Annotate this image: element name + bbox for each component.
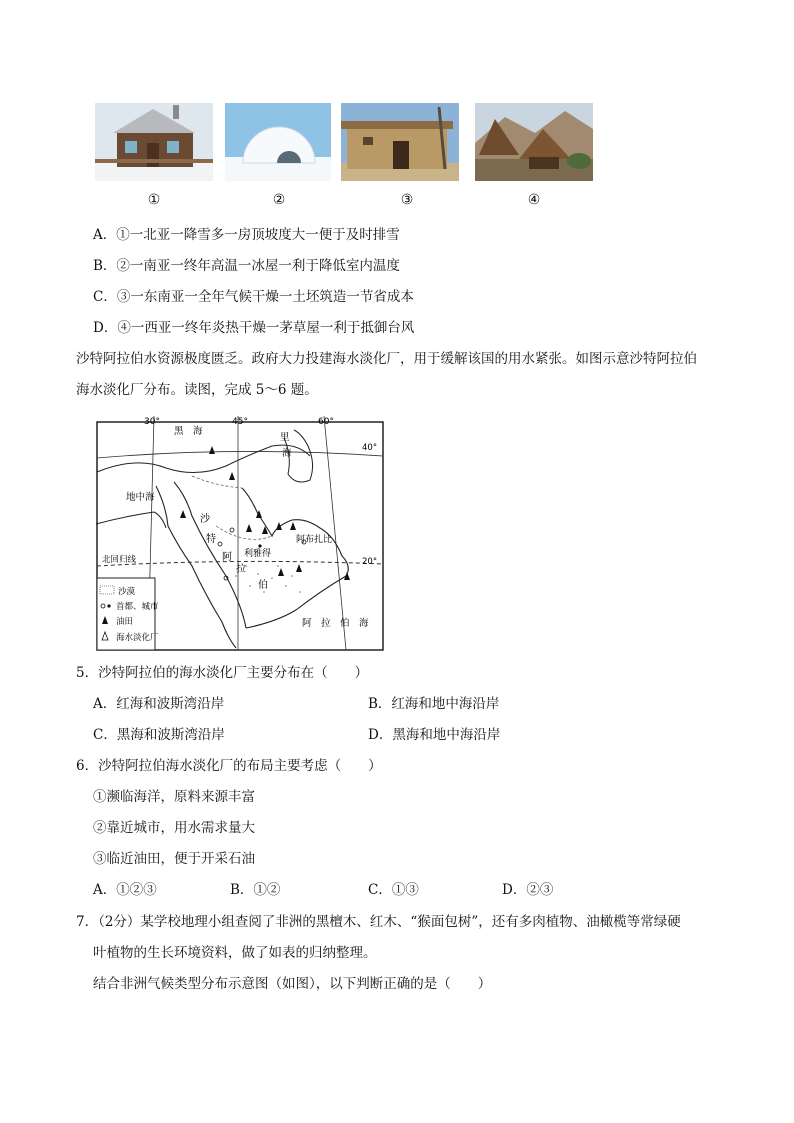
mediterranean-label: 地中海 [126,492,155,503]
q4-option-d: D．④一西亚一终年炎热干燥一茅草屋一利于抵御台风 [93,320,415,336]
caspian-sea-label-1: 里 [280,432,290,443]
legend-oilfield: 油田 [116,617,134,627]
q4-option-a: A．①一北亚一降雪多一房顶坡度大一便于及时排雪 [93,227,400,243]
q5-option-b: B．红海和地中海沿岸 [368,696,500,712]
q4-option-c: C．③一东南亚一全年气候干燥一土坯筑造一节省成本 [93,289,414,305]
q6-item-2: ②靠近城市，用水需求量大 [93,820,255,836]
q4-option-b: B．②一南亚一终年高温一冰屋一利于降低室内温度 [93,258,400,274]
thatched-hut-photo [475,103,593,181]
legend-desert: 沙漠 [118,587,136,597]
q5-option-d: D．黑海和地中海沿岸 [368,727,501,743]
lon-label-30: 30° [144,417,160,427]
q6-item-3: ③临近油田，便于开采石油 [93,851,255,867]
riyadh-label: 利雅得 [244,549,272,559]
intro-line-2: 海水淡化厂分布。读图，完成 5～6 题。 [76,382,318,398]
photo-label-2: ② [272,192,286,208]
q6-option-b: B．①② [230,882,281,898]
legend-desal-plant: 海水淡化厂 [116,633,159,643]
black-sea-label: 黑 海 [174,426,203,437]
legend-capital-city: 首都、城市 [116,602,159,612]
lat-label-40: 40° [362,443,378,453]
saudi-desalination-map [96,416,386,652]
q6-option-d: D．②③ [502,882,554,898]
caspian-sea-label-2: 海 [282,448,292,459]
photo-label-4: ④ [527,192,541,208]
saudi-label-4: 拉 [236,564,246,575]
q7-line-1: 7．（2分）某学校地理小组查阅了非洲的黑檀木、红木、“猴面包树”，还有多肉植物、油橄榄等常绿硬 [76,914,681,930]
igloo-photo [225,103,343,181]
q7-line-3: 结合非洲气候类型分布示意图（如图），以下判断正确的是（ ） [93,976,492,992]
q6-option-a: A．①②③ [93,882,157,898]
q6-stem: 6．沙特阿拉伯海水淡化厂的布局主要考虑（ ） [76,758,382,774]
lon-label-45: 45° [232,417,248,427]
photo-label-1: ① [147,192,161,208]
saudi-label-1: 沙 [200,514,210,525]
intro-line-1: 沙特阿拉伯水资源极度匮乏。政府大力投建海水淡化厂，用于缓解该国的用水紧张。如图示意沙特阿拉伯 [76,351,697,367]
saudi-label-5: 伯 [258,580,268,591]
q5-stem: 5．沙特阿拉伯的海水淡化厂主要分布在（ ） [76,665,369,681]
saudi-label-2: 特 [206,534,216,545]
map-legend [97,578,159,650]
lat-label-20: 20° [362,557,378,567]
tropic-label: 北回归线 [102,555,137,565]
abu-dhabi-label: 阿布扎比 [296,535,333,545]
earthen-house-photo [341,103,459,181]
q7-line-2: 叶植物的生长环境资料，做了如表的归纳整理。 [93,945,377,961]
arabian-sea-label: 阿 拉 伯 海 [302,618,369,629]
q6-item-1: ①濒临海洋，原料来源丰富 [93,789,255,805]
q5-option-c: C．黑海和波斯湾沿岸 [93,727,225,743]
lon-label-60: 60° [318,417,334,427]
q5-option-a: A．红海和波斯湾沿岸 [93,696,225,712]
photo-label-3: ③ [400,192,414,208]
q6-option-c: C．①③ [368,882,419,898]
saudi-label-3: 阿 [222,552,232,563]
log-house-photo [95,103,213,181]
